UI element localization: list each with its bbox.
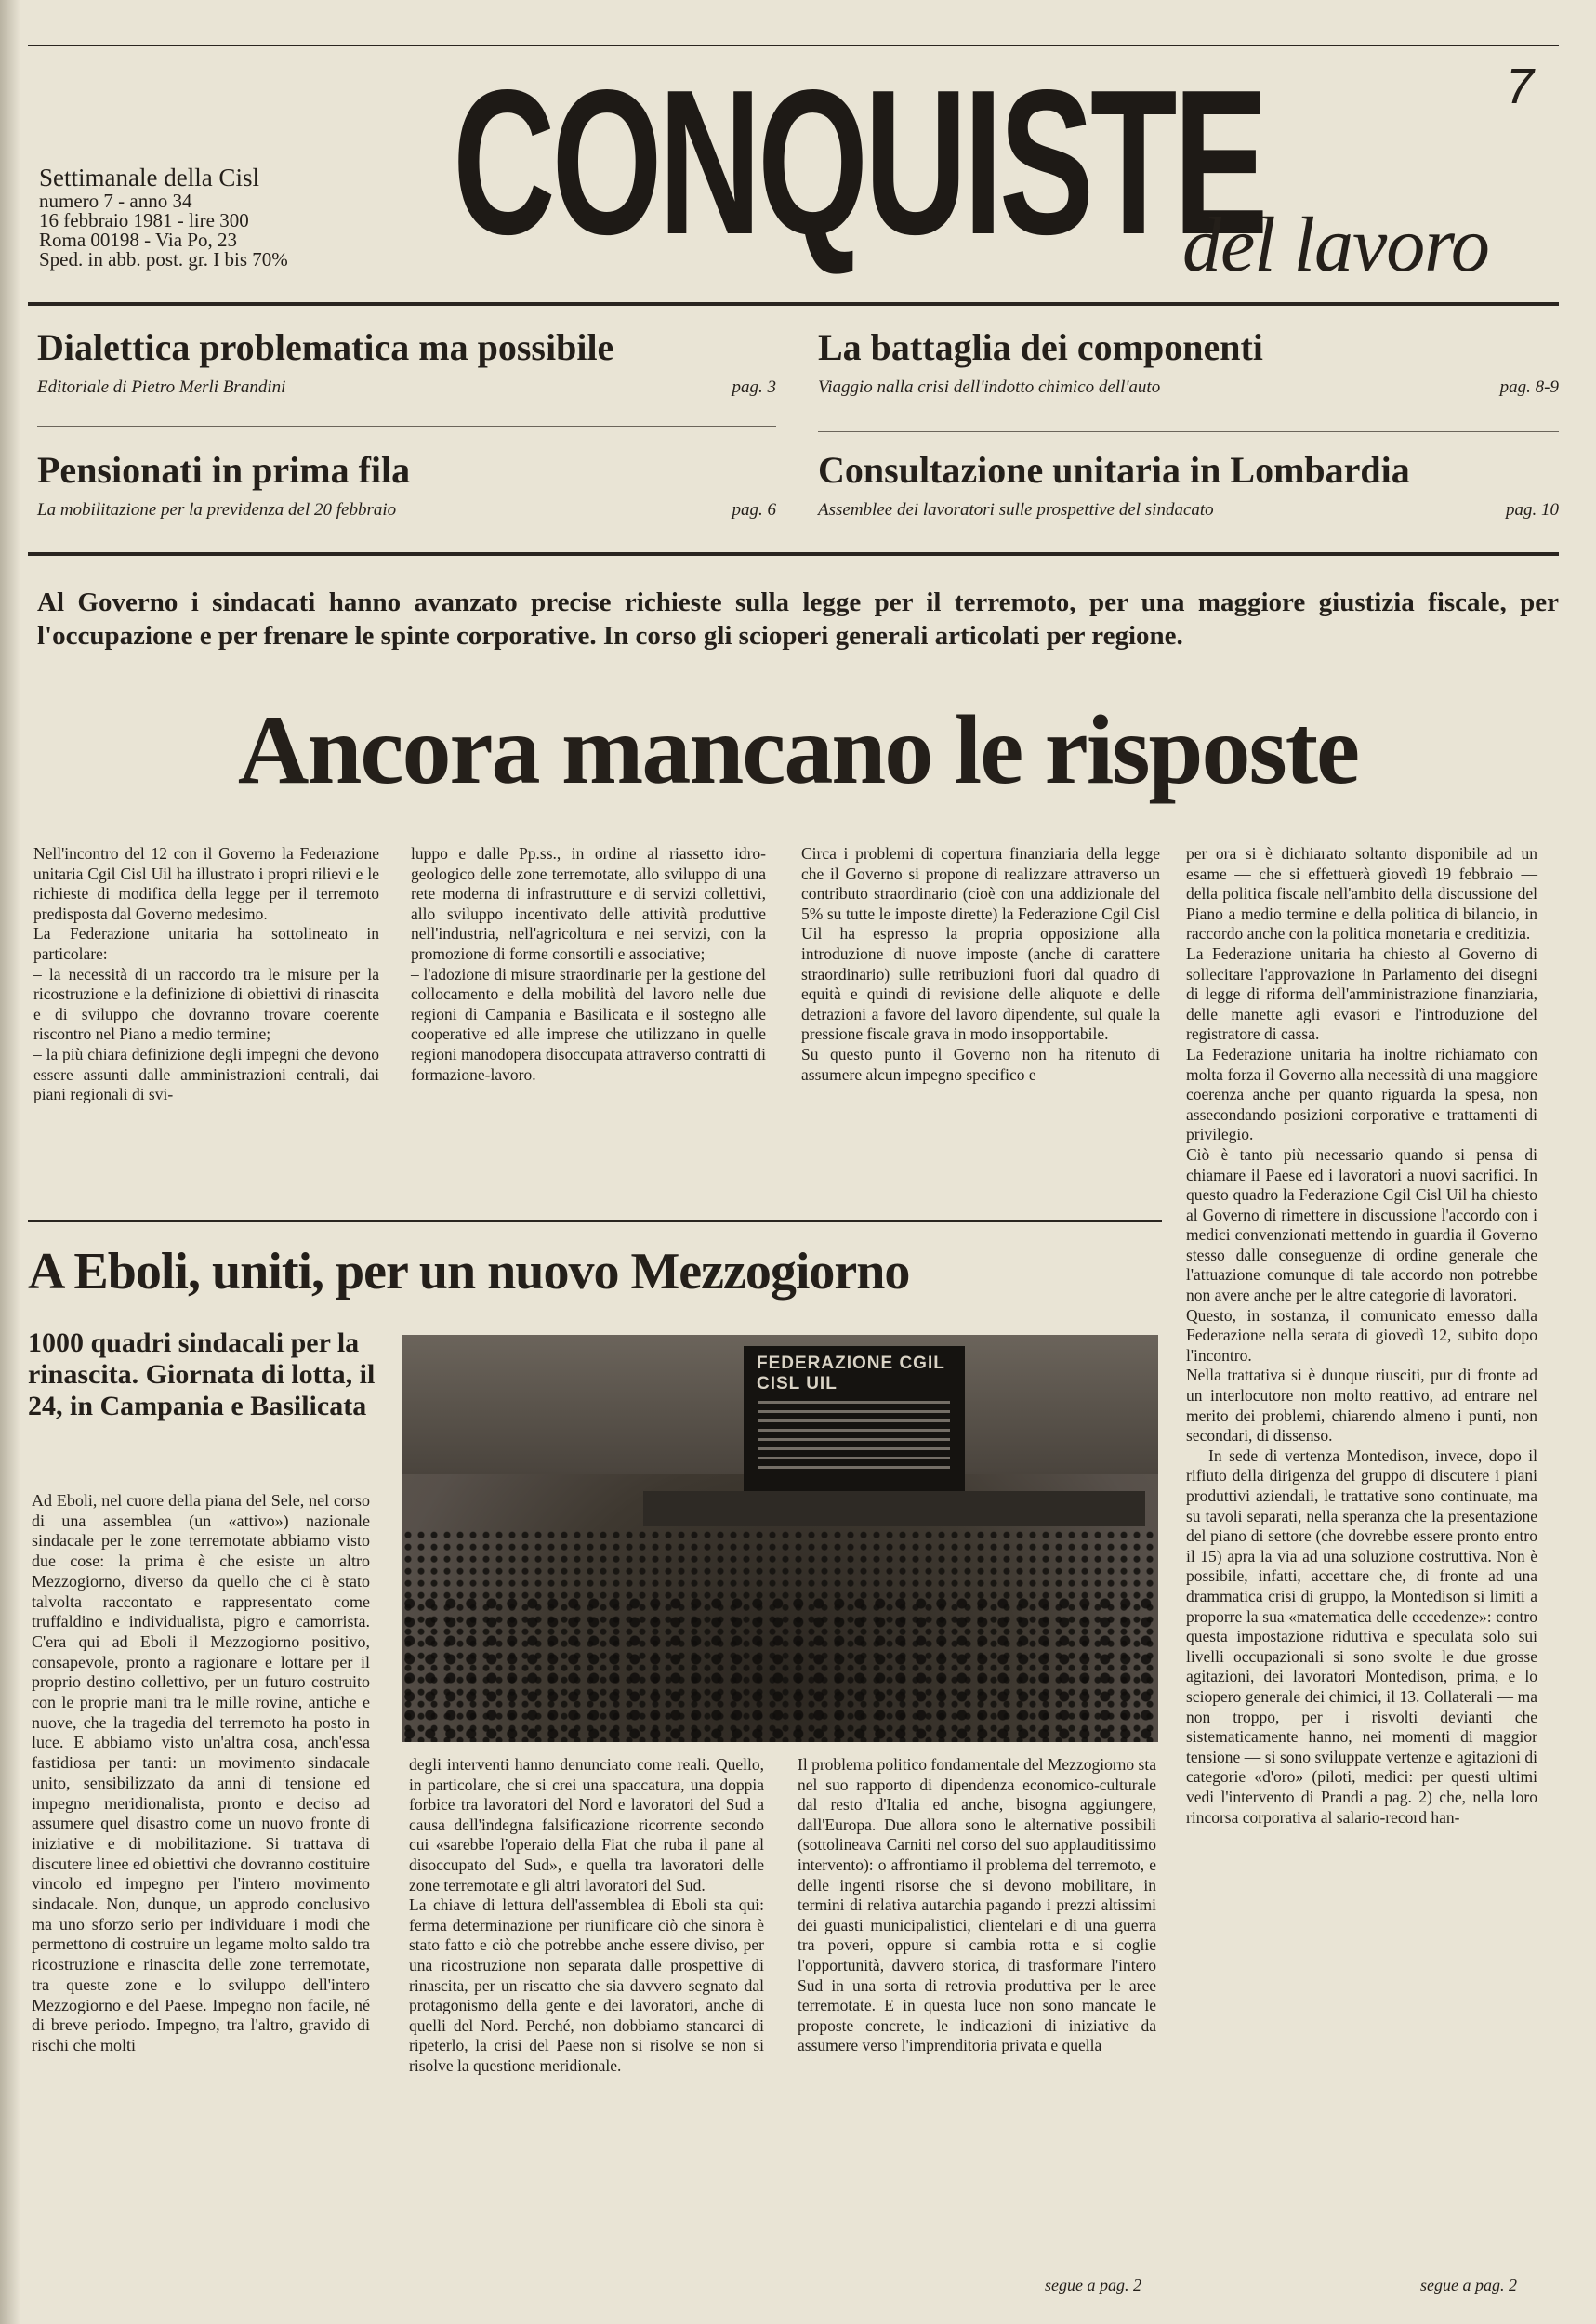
paragraph: Circa i problemi di copertura finanziaria della legge che il Governo si propone di realizzare attraverso un contributo straordinario (cioè con una addizionale del 5% su tutte le imposte dirette) la Federazione Cgil Cisl Uil ha espresso la propria opposizione alla introduzione di nuove imposte (anche di carattere straordinario) sulle retribuzioni fuori dal quadro di equità e quindi di revisione delle aliquote e delle detrazioni a favore del lavoro dipendente, sul quale la pressione fiscale grava in modo insopportabile. [801,844,1160,1044]
teaser-title: La battaglia dei componenti [818,326,1263,368]
section-rule [28,1220,1162,1222]
teaser-page: pag. 3 [732,377,776,397]
paragraph: – la più chiara definizione degli impegni che devono essere assunti dalle amministrazioni centrali, dai piani regionali di svi- [33,1044,379,1104]
paragraph: La chiave di lettura dell'assemblea di Eboli sta qui: ferma determinazione per riunificare ciò che sinora è stato fatto e ciò che potrebbe anche essere diviso, per una ricostruzione non separata dalle prospettive di rinascita, per un riscatto che sia davvero segnato dal protagonismo della gente e dei lavoratori, anche di quelli del Nord. Perché, non dobbiamo stancarci di ripeterlo, la crisi del Paese non si risolve se non si risolve la questione meridionale. [409,1895,764,2075]
banner-line [758,1410,950,1413]
paragraph: degli interventi hanno denunciato come reali. Quello, in particolare, che si crei una spaccatura, una doppia forbice tra lavoratori del Nord e lavoratori del Sud a causa dell'indegna falsificazione ricorrente secondo cui «sarebbe l'operaio della Fiat che ruba il pane al disoccupato del Sud», e quella tra lavoratori delle zone terremotate e gli altri lavoratori del Sud. [409,1755,764,1895]
photo-banner [744,1346,965,1512]
teaser-title: Dialettica problematica ma possibile [37,326,614,368]
masthead-info [39,164,411,270]
teaser-page: pag. 6 [732,500,776,520]
paragraph: Ad Eboli, nel cuore della piana del Sele, nel corso di una assemblea (un «attivo») nazionale sindacale per le zone terremotate abbiamo visto due cose: la prima è che esiste un altro Mezzogiorno, diverso da quello che ci è stato talvolta raccontato e rappresentato come truffaldino e individualista, pigro e camorrista. C'era qui ad Eboli il Mezzogiorno positivo, consapevole, pronto a ragionare e lottare per il proprio destino collettivo, per un futuro costruito con le proprie mani tra le mille rovine, antiche e nuove, che la tragedia del terremoto ha posto in luce. E abbiamo visto un'altra cosa, anch'essa fastidiosa per tanti: un movimento sindacale unito, sensibilizzato da anni di tensione ed impegno meridionalista, pronto e deciso ad assumere quel disastro come un nuovo fronte di iniziative e di mobilitazione. Si trattava di discutere linee ed obiettivi che dovranno costituire vincolo ed impegno per l'intero movimento sindacale. Non, dunque, un approdo conclusivo ma uno sforzo serio per individuare i modi che permettono di costruire un legame molto saldo tra ricostruzione e rinascita delle zone terremotate, tra queste zone e lo sviluppo dell'intero Mezzogiorno e del Paese. Impegno non facile, né di breve periodo. Impegno, tra l'altro, gravido di rischi che molti [32,1491,370,2054]
banner-line [758,1466,950,1469]
masthead-info-line: 16 febbraio 1981 - lire 300 [39,209,249,231]
teaser-page: pag. 8-9 [1499,377,1559,397]
teaser-divider [818,431,1559,432]
teaser[interactable] [37,450,776,521]
lead-paragraph: Al Governo i sindacati hanno avanzato precise richieste sulla legge per il terremoto, per una maggiore giustizia fiscale, per l'occupazione e per frenare le spinte corporative. In corso gli scioperi generali articolati per regione. [37,588,1559,651]
masthead-info-line: Settimanale della Cisl [39,164,259,191]
photo-banner-title: FEDERAZIONE CGIL CISL UIL [757,1353,945,1393]
eboli-subtitle: 1000 quadri sindacali per la rinascita. Giornata di lotta, il 24, in Campania e Basilicata [28,1327,376,1421]
article-column [33,844,379,1105]
paragraph: La Federazione unitaria ha inoltre richiamato con molta forza il Governo alla necessità di una maggiore coerenza anche per quanto riguarda la spesa, non assecondando posizioni corporative e trattamenti di privilegio. [1186,1044,1537,1144]
paragraph: Su questo punto il Governo non ha ritenuto di assumere alcun impegno specifico e [801,1044,1160,1084]
masthead-info-line: Sped. in abb. post. gr. I bis 70% [39,248,288,271]
teaser-page: pag. 10 [1506,500,1559,520]
paragraph: – la necessità di un raccordo tra le misure per la ricostruzione e la definizione di obiettivi di rinascita e di sviluppo che dovranno trovare coerente riscontro nel Piano a medio termine; [33,964,379,1044]
teaser[interactable] [37,327,776,398]
paragraph: Nell'incontro del 12 con il Governo la Federazione unitaria Cgil Cisl Uil ha illustrato i propri rilievi e le richieste di modifica della legge per il terremoto predisposta dal Governo medesimo. [33,844,379,923]
teaser-title: Pensionati in prima fila [37,449,411,491]
paragraph: luppo e dalle Pp.ss., in ordine al riassetto idro-geologico delle zone terremotate, allo sviluppo di una rete moderna di infrastrutture e di servizi collettivi, allo sviluppo incentivato delle attività produttive nell'industria, nell'agricoltura e nei servizi, con la promozione di forme consortili e associative; [411,844,766,963]
photo-presidency-table [643,1491,1145,1526]
eboli-headline: A Eboli, uniti, per un nuovo Mezzogiorno [28,1243,910,1301]
teaser-subtitle: La mobilitazione per la previdenza del 20 febbraio [37,500,397,520]
paragraph: Il problema politico fondamentale del Mezzogiorno sta nel suo rapporto di dipendenza economico-culturale dal resto d'Italia ed anche, bisogna aggiungere, dall'Europa. Due allora sono le alternative possibili (sottolineava Carniti nel corso del suo applauditissimo intervento): o affrontiamo il problema del terremoto, e delle ingenti risorse che si devono mobilitare, in termini di relativa autarchia pagando i prezzi altissimi dei guasti municipalistici, clientelari e di una guerra tra poveri, oppure si cambia rotta e si coglie l'opportunità, davvero storica, di trasformare l'intero Sud in una sorta di retrovia produttiva per le aree terremotate. E in questa luce non sono mancate le proposte concrete, le indicazioni di iniziative da assumere verso l'imprenditoria privata e quella [798,1755,1156,2055]
article-column [801,844,1160,1085]
paragraph: – l'adozione di misure straordinarie per la gestione del collocamento e della mobilità del lavoro nelle due regioni di Campania e Basilicata e il sostegno alle cooperative ed alle imprese che utilizzano in quelle regioni manodopera disoccupata attraverso contratti di formazione-lavoro. [411,964,766,1084]
teaser[interactable] [818,327,1559,398]
article-column [32,1491,370,2056]
masthead-info-line: Roma 00198 - Via Po, 23 [39,229,238,251]
banner-line [758,1438,950,1441]
page-edge-shadow [0,0,20,2324]
paragraph: La Federazione unitaria ha chiesto al Governo di sollecitare l'approvazione in Parlamento dei disegni di legge di riforma dell'amministrazione finanziaria, delle manette agli evasori e l'introduzione del registratore di cassa. [1186,944,1537,1044]
continued-link[interactable]: segue a pag. 2 [1045,2276,1141,2294]
paragraph: Questo, in sostanza, il comunicato emesso dalla Federazione nella serata di giovedì 12, subito dopo l'incontro. [1186,1305,1537,1365]
assembly-photo [402,1335,1158,1742]
teaser-subtitle: Editoriale di Pietro Merli Brandini [37,377,286,397]
teaser-title: Consultazione unitaria in Lombardia [818,449,1410,491]
banner-line [758,1401,950,1404]
teaser-divider [37,426,776,427]
teaser-subtitle: Viaggio nalla crisi dell'indotto chimico dell'auto [818,377,1161,397]
banner-line [758,1419,950,1422]
masthead-logo: CONQUISTE [453,47,1265,278]
issue-page-number: 7 [1506,59,1535,114]
teaser-subtitle: Assemblee dei lavoratori sulle prospettive del sindacato [818,500,1214,520]
masthead-rule [28,302,1559,306]
article-column [409,1755,764,2077]
photo-crowd-front [402,1595,1158,1742]
paragraph: In sede di vertenza Montedison, invece, dopo il rifiuto della dirigenza del gruppo di discutere i piani produttivi aziendali, le trattative sono continuate, ma su tavoli separati, nella speranza che la presentazione del piano di settore (che dovrebbe essere pronto entro il 15) apra la via ad una soluzione costruttiva. Non è possibile, infatti, accettare che, di fronte ad una drammatica crisi di gruppo, la Montedison si limiti a proporre la sua «matematica delle eccedenze»: contro questa impostazione riduttiva e speculata solo sui livelli occupazionali si sono svolte le due grosse agitazioni, dei lavoratori Montedison, prima, e lo sciopero generale dei chimici, il 13. Collaterali — ma non troppo, per i risvolti devianti che sistematicamente hanno, nei momenti di maggior tensione — si sono sviluppate vertenze e agitazioni di categorie «d'oro» (piloti, medici: per questi ultimi vedi l'intervento di Prandi a pag. 2) che, nella loro rincorsa corporativa al salario-record han- [1186,1446,1537,1827]
paragraph: La Federazione unitaria ha sottolineato in particolare: [33,924,379,963]
top-rule [28,45,1559,46]
paragraph: Ciò è tanto più necessario quando si pensa di chiamare il Paese ed i lavoratori a nuovi sacrifici. In questo quadro la Federazione Cgil Cisl Uil ha chiesto al Governo di rimettere in discussione l'accordo con i medici convenzionati mettendo in guardia il Governo stesso dalle conseguenze di ordine generale che l'attuazione comunque di tale accordo non potrebbe non avere anche per le altre categorie di lavoratori. [1186,1144,1537,1305]
banner-line [758,1457,950,1459]
main-headline: Ancora mancano le risposte [237,695,1359,804]
teaser[interactable] [818,450,1559,521]
article-column [798,1755,1156,2056]
banner-line [758,1447,950,1450]
article-column [1186,844,1537,1828]
teaser-bottom-rule [28,552,1559,556]
article-column [411,844,766,1085]
paragraph: per ora si è dichiarato soltanto disponibile ad un esame — che si effettuerà giovedì 19 febbraio — della politica fiscale nell'ambito della discussione del Piano a medio termine e della politica di bilancio, in raccordo anche con la politica monetaria e creditizia. [1186,844,1537,944]
continued-link[interactable]: segue a pag. 2 [1420,2276,1517,2294]
paragraph: Nella trattativa si è dunque riusciti, pur di fronte ad un interlocutore non molto reattivo, ad entrare nel merito dei problemi, chiarendo almeno i punti, non secondari, di dissenso. [1186,1366,1537,1446]
masthead-logo-sub: del lavoro [1182,202,1489,288]
banner-line [758,1429,950,1432]
masthead-info-line: numero 7 - anno 34 [39,190,192,212]
